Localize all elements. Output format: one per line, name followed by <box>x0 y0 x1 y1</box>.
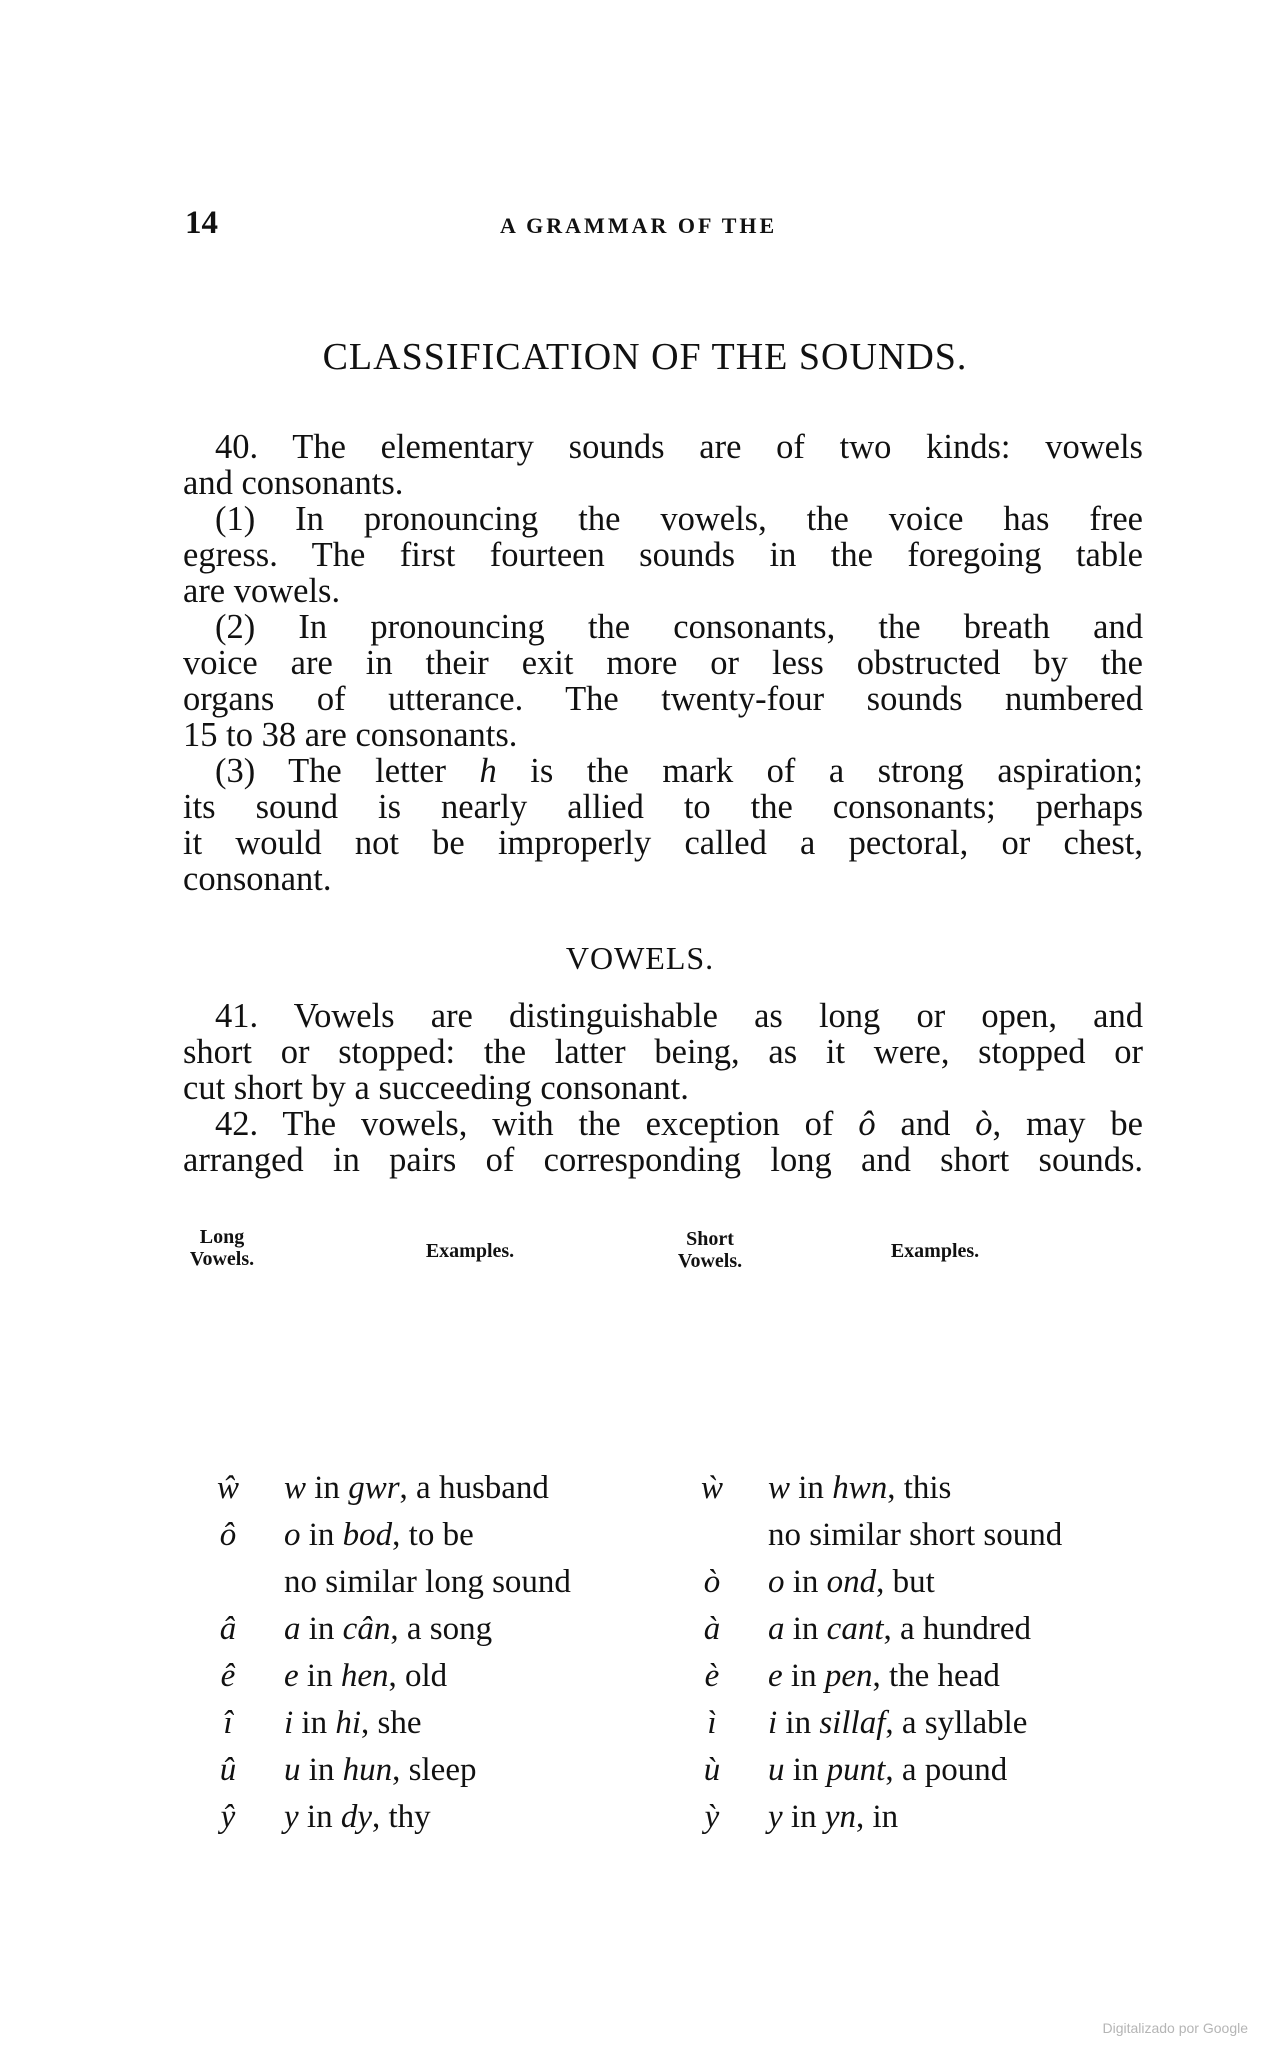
example-gloss: , thy <box>371 1799 431 1835</box>
example-in: in <box>777 1705 820 1741</box>
example-in: in <box>293 1705 336 1741</box>
example-in: in <box>300 1517 343 1553</box>
vowel-example <box>768 1609 1031 1649</box>
example-gloss: , a pound <box>885 1752 1008 1788</box>
vowel-example <box>284 1656 447 1696</box>
para-41-line-3: cut short by a succeeding consonant. <box>183 1069 689 1107</box>
vowel-example <box>768 1468 951 1508</box>
example-gloss: , but <box>876 1564 935 1600</box>
vowel-symbol: à <box>703 1611 721 1647</box>
vowel-symbol: ò <box>703 1564 721 1600</box>
para-40-2-line-4: 15 to 38 are consonants. <box>183 716 518 754</box>
vowel-symbol: ŷ <box>220 1799 236 1835</box>
vowel-symbol: ŵ <box>216 1470 239 1506</box>
example-word: pen <box>824 1658 873 1694</box>
example-gloss: , a syllable <box>885 1705 1028 1741</box>
example-gloss: , sleep <box>392 1752 477 1788</box>
para-40-3-line-1 <box>215 751 1143 791</box>
example-letter: u <box>768 1752 785 1788</box>
para-42-text-mid: and <box>875 1105 976 1143</box>
para-40-2-line-3: organs of utterance. The twenty-four sounds numbered <box>183 680 1143 718</box>
para-42-text-b: , may be <box>992 1105 1143 1143</box>
header-short-vowels <box>670 1228 750 1272</box>
example-in: in <box>784 1752 827 1788</box>
example-gloss: , a husband <box>399 1470 549 1506</box>
vowels-title: VOWELS. <box>565 940 715 976</box>
para-40-3-line-3: it would not be improperly called a pectoral, or chest, <box>183 824 1143 862</box>
example-letter: a <box>768 1611 785 1647</box>
example-letter: o <box>768 1564 785 1600</box>
vowel-example <box>768 1797 898 1837</box>
example-letter: w <box>284 1470 307 1506</box>
vowel-symbol: ỳ <box>704 1799 720 1835</box>
vowel-symbol: ì <box>707 1705 717 1741</box>
header-long-l1: Long <box>199 1226 245 1248</box>
example-gloss: , in <box>855 1799 899 1835</box>
example-letter: a <box>284 1611 301 1647</box>
example-letter: y <box>768 1799 783 1835</box>
para-42-line-1 <box>215 1104 1143 1144</box>
para-40-line-2: and consonants. <box>183 464 404 502</box>
vowel-symbol: î <box>223 1705 233 1741</box>
example-gloss: , she <box>361 1705 422 1741</box>
para-40-1-line-3: are vowels. <box>183 572 341 610</box>
vowel-symbol: ê <box>220 1658 236 1694</box>
header-long-vowels <box>186 1226 258 1270</box>
example-word: bod <box>342 1517 393 1553</box>
para-41-line-2: short or stopped: the latter being, as it were, stopped or <box>183 1033 1143 1071</box>
example-word: gwr <box>348 1470 400 1506</box>
vowel-example <box>284 1515 474 1555</box>
vowel-example <box>284 1750 476 1790</box>
page-number: 14 <box>185 205 218 241</box>
example-gloss: , the head <box>872 1658 1000 1694</box>
header-examples-long: Examples. <box>425 1240 515 1262</box>
example-in: in <box>300 1752 343 1788</box>
section-title: CLASSIFICATION OF THE SOUNDS. <box>322 336 968 378</box>
example-word: dy <box>340 1799 372 1835</box>
example-word: hwn <box>832 1470 888 1506</box>
example-word: sillaf <box>819 1705 886 1741</box>
running-head <box>185 205 1145 245</box>
example-word: cant <box>826 1611 884 1647</box>
para-40-1-line-1: (1) In pronouncing the vowels, the voice has free <box>215 500 1143 538</box>
example-word: hi <box>335 1705 362 1741</box>
example-gloss: , old <box>388 1658 448 1694</box>
para-40-3-text-a: (3) The letter <box>215 752 480 790</box>
vowel-example <box>284 1468 549 1508</box>
example-gloss: no similar short sound <box>768 1517 1063 1553</box>
header-long-l2: Vowels. <box>189 1248 255 1270</box>
vowel-o-circumflex: ô <box>858 1105 876 1143</box>
example-letter: y <box>284 1799 299 1835</box>
watermark: Digitalizado por Google <box>1102 2020 1248 2036</box>
vowel-example <box>284 1703 422 1743</box>
example-in: in <box>782 1799 825 1835</box>
vowel-symbol: û <box>219 1752 237 1788</box>
vowel-example <box>768 1656 1000 1696</box>
example-in: in <box>298 1658 341 1694</box>
example-gloss: , a hundred <box>883 1611 1032 1647</box>
example-in: in <box>784 1564 827 1600</box>
example-letter: i <box>768 1705 778 1741</box>
example-letter: w <box>768 1470 791 1506</box>
example-letter: o <box>284 1517 301 1553</box>
example-letter: u <box>284 1752 301 1788</box>
example-letter: i <box>284 1705 294 1741</box>
running-title: A GRAMMAR OF THE <box>500 213 778 238</box>
example-in: in <box>298 1799 341 1835</box>
vowel-example <box>284 1562 571 1602</box>
vowel-symbol: è <box>704 1658 720 1694</box>
para-40-3-text-b: is the mark of a strong aspiration; <box>496 752 1143 790</box>
example-gloss: , a song <box>390 1611 493 1647</box>
para-40-1-line-2: egress. The first fourteen sounds in the foregoing table <box>183 536 1143 574</box>
example-gloss: , to be <box>392 1517 474 1553</box>
example-in: in <box>784 1611 827 1647</box>
para-41-line-1: 41. Vowels are distinguishable as long or open, and <box>215 997 1143 1035</box>
para-40-3-line-4: consonant. <box>183 860 332 898</box>
vowel-symbol: ù <box>703 1752 721 1788</box>
vowel-o-grave: ò <box>975 1105 993 1143</box>
example-in: in <box>782 1658 825 1694</box>
vowel-example <box>768 1703 1027 1743</box>
example-word: yn <box>824 1799 856 1835</box>
letter-h: h <box>479 752 497 790</box>
example-gloss: , this <box>887 1470 952 1506</box>
example-in: in <box>306 1470 349 1506</box>
vowel-symbol: â <box>219 1611 237 1647</box>
example-letter: e <box>284 1658 299 1694</box>
vowel-example <box>768 1515 1062 1555</box>
example-gloss: no similar long sound <box>284 1564 571 1600</box>
para-40-2-line-1: (2) In pronouncing the consonants, the breath and <box>215 608 1143 646</box>
example-word: hen <box>340 1658 389 1694</box>
para-42-text-a: 42. The vowels, with the exception of <box>215 1105 859 1143</box>
example-in: in <box>300 1611 343 1647</box>
example-word: cân <box>342 1611 391 1647</box>
para-40-line-1: 40. The elementary sounds are of two kinds: vowels <box>215 428 1143 466</box>
para-42-line-2: arranged in pairs of corresponding long and short sounds. <box>183 1141 1143 1179</box>
example-word: ond <box>826 1564 877 1600</box>
para-40-2-line-2: voice are in their exit more or less obstructed by the <box>183 644 1143 682</box>
vowel-example <box>768 1750 1007 1790</box>
example-word: punt <box>826 1752 886 1788</box>
example-in: in <box>790 1470 833 1506</box>
example-letter: e <box>768 1658 783 1694</box>
header-short-l1: Short <box>686 1228 734 1250</box>
vowel-example <box>284 1797 431 1837</box>
vowel-example <box>768 1562 935 1602</box>
header-examples-short: Examples. <box>890 1240 980 1262</box>
para-40-3-line-2: its sound is nearly allied to the consonants; perhaps <box>183 788 1143 826</box>
header-short-l2: Vowels. <box>677 1250 743 1272</box>
vowel-example <box>284 1609 492 1649</box>
vowel-symbol: ô <box>219 1517 237 1553</box>
vowel-symbol: ẁ <box>700 1470 723 1506</box>
example-word: hun <box>342 1752 393 1788</box>
